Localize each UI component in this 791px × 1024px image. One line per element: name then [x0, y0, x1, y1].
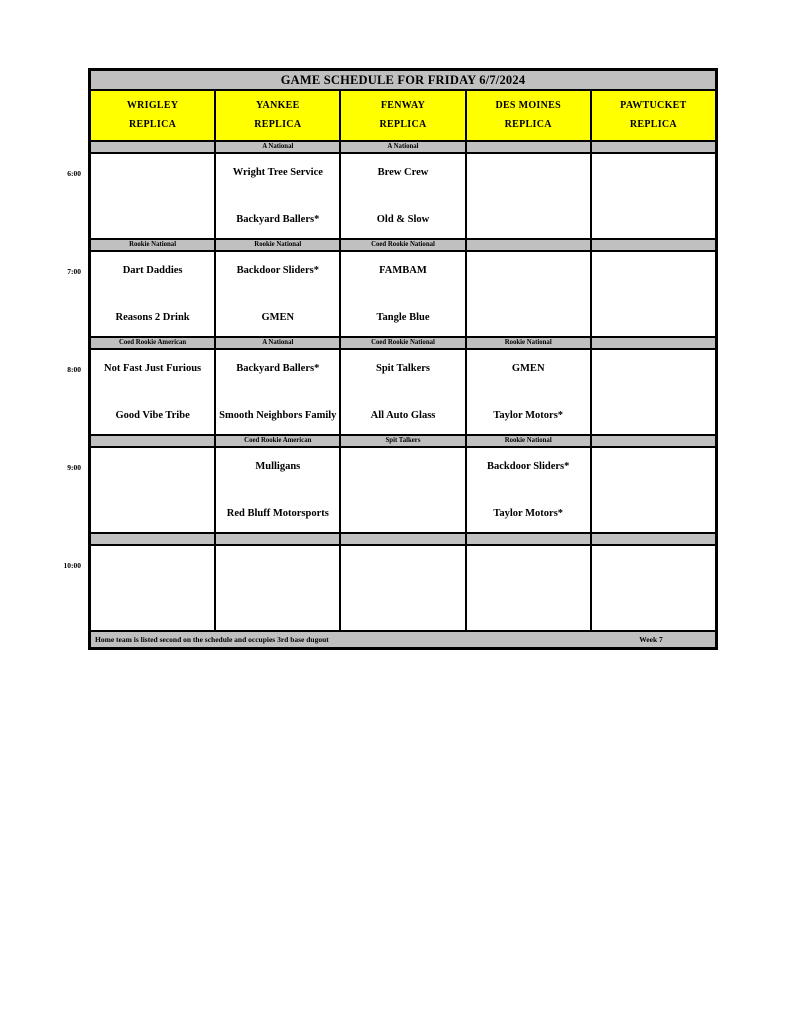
away-team: Wright Tree Service — [232, 167, 323, 178]
game-cell — [592, 252, 715, 336]
league-band: Rookie National — [467, 436, 590, 446]
game-cell — [592, 448, 715, 532]
home-team: Reasons 2 Drink — [115, 312, 190, 324]
league-band — [91, 436, 214, 446]
field-header-yankee — [216, 91, 339, 140]
game-row — [67, 252, 715, 336]
home-team: Old & Slow — [376, 214, 430, 226]
field-name: YANKEE — [255, 100, 300, 111]
game-cell — [216, 546, 339, 630]
game-cell — [216, 350, 339, 434]
league-band-row — [91, 142, 715, 152]
away-team: Backdoor Sliders* — [236, 265, 319, 276]
league-band: A National — [216, 338, 339, 348]
field-subname: REPLICA — [254, 119, 302, 130]
field-header-row — [91, 91, 715, 140]
game-cell — [467, 448, 590, 532]
away-team: Dart Daddies — [122, 265, 183, 276]
game-cell — [592, 154, 715, 238]
league-band: Coed Rookie American — [216, 436, 339, 446]
game-row — [63, 546, 715, 630]
field-name: PAWTUCKET — [620, 100, 687, 111]
home-team: Taylor Motors* — [493, 410, 564, 422]
field-subname: REPLICA — [504, 119, 552, 130]
league-band: A National — [216, 142, 339, 152]
league-band — [592, 534, 715, 544]
field-subname: REPLICA — [629, 119, 677, 130]
game-cell — [592, 546, 715, 630]
league-band — [592, 142, 715, 152]
time-label: 9:00 — [67, 463, 81, 472]
league-band — [592, 240, 715, 250]
league-band — [467, 142, 590, 152]
league-band: Rookie National — [467, 338, 590, 348]
game-cell — [91, 154, 214, 238]
game-cell — [91, 448, 214, 532]
week-label: Week 7 — [639, 635, 663, 644]
field-name: DES MOINES — [495, 100, 561, 111]
game-cell — [91, 350, 214, 434]
league-band: A National — [341, 142, 464, 152]
field-header-pawtucket — [592, 91, 715, 140]
schedule-body — [63, 142, 715, 630]
league-band-row — [91, 338, 715, 348]
game-cell — [467, 154, 590, 238]
time-label: 10:00 — [63, 561, 81, 570]
away-team: Not Fast Just Furious — [104, 363, 202, 374]
field-name: WRIGLEY — [126, 100, 179, 111]
away-team: Mulligans — [255, 461, 301, 472]
league-band — [216, 534, 339, 544]
game-cell — [216, 154, 339, 238]
game-cell — [341, 154, 464, 238]
game-row — [67, 154, 715, 238]
field-header-des-moines — [467, 91, 590, 140]
home-team: Smooth Neighbors Family — [219, 410, 337, 422]
home-team: Good Vibe Tribe — [115, 410, 190, 422]
field-header-fenway — [341, 91, 464, 140]
away-team: Backyard Ballers* — [236, 363, 320, 374]
league-band — [341, 534, 464, 544]
away-team: FAMBAM — [379, 265, 427, 276]
game-cell — [467, 350, 590, 434]
home-team: Red Bluff Motorsports — [226, 508, 329, 520]
game-cell — [91, 252, 214, 336]
league-band: Rookie National — [216, 240, 339, 250]
game-cell — [341, 252, 464, 336]
home-team: All Auto Glass — [370, 410, 436, 422]
league-band — [592, 338, 715, 348]
away-team: Brew Crew — [377, 167, 429, 178]
game-cell — [341, 350, 464, 434]
game-cell — [467, 546, 590, 630]
game-cell — [216, 448, 339, 532]
field-subname: REPLICA — [379, 119, 427, 130]
field-header-wrigley — [91, 91, 214, 140]
league-band: Coed Rookie National — [341, 338, 464, 348]
home-team: Tangle Blue — [376, 312, 430, 324]
game-cell — [91, 546, 214, 630]
home-team: Taylor Motors* — [493, 508, 564, 520]
game-schedule-table — [63, 68, 718, 650]
league-band-row — [91, 534, 715, 544]
away-team: GMEN — [511, 363, 545, 374]
game-row — [67, 350, 715, 434]
game-cell — [341, 546, 464, 630]
league-band: Coed Rookie National — [341, 240, 464, 250]
away-team: Backdoor Sliders* — [487, 461, 570, 472]
field-subname: REPLICA — [129, 119, 177, 130]
game-row — [67, 448, 715, 532]
game-cell — [592, 350, 715, 434]
league-band — [91, 142, 214, 152]
footer-note: Home team is listed second on the schedule and occupies 3rd base dugout — [95, 635, 329, 644]
home-team: GMEN — [261, 312, 295, 324]
league-band — [467, 534, 590, 544]
home-team: Backyard Ballers* — [236, 214, 320, 226]
game-cell — [341, 448, 464, 532]
league-band-row — [91, 436, 715, 446]
time-label: 7:00 — [67, 267, 81, 276]
away-team: Spit Talkers — [376, 363, 430, 374]
league-band — [467, 240, 590, 250]
time-label: 8:00 — [67, 365, 81, 374]
league-band: Rookie National — [91, 240, 214, 250]
field-name: FENWAY — [380, 100, 426, 111]
league-band: Spit Talkers — [341, 436, 464, 446]
footer-bar — [91, 632, 715, 647]
game-cell — [216, 252, 339, 336]
schedule-title: GAME SCHEDULE FOR FRIDAY 6/7/2024 — [91, 71, 715, 89]
league-band: Coed Rookie American — [91, 338, 214, 348]
league-band — [592, 436, 715, 446]
time-label: 6:00 — [67, 169, 81, 178]
league-band — [91, 534, 214, 544]
league-band-row — [91, 240, 715, 250]
game-cell — [467, 252, 590, 336]
